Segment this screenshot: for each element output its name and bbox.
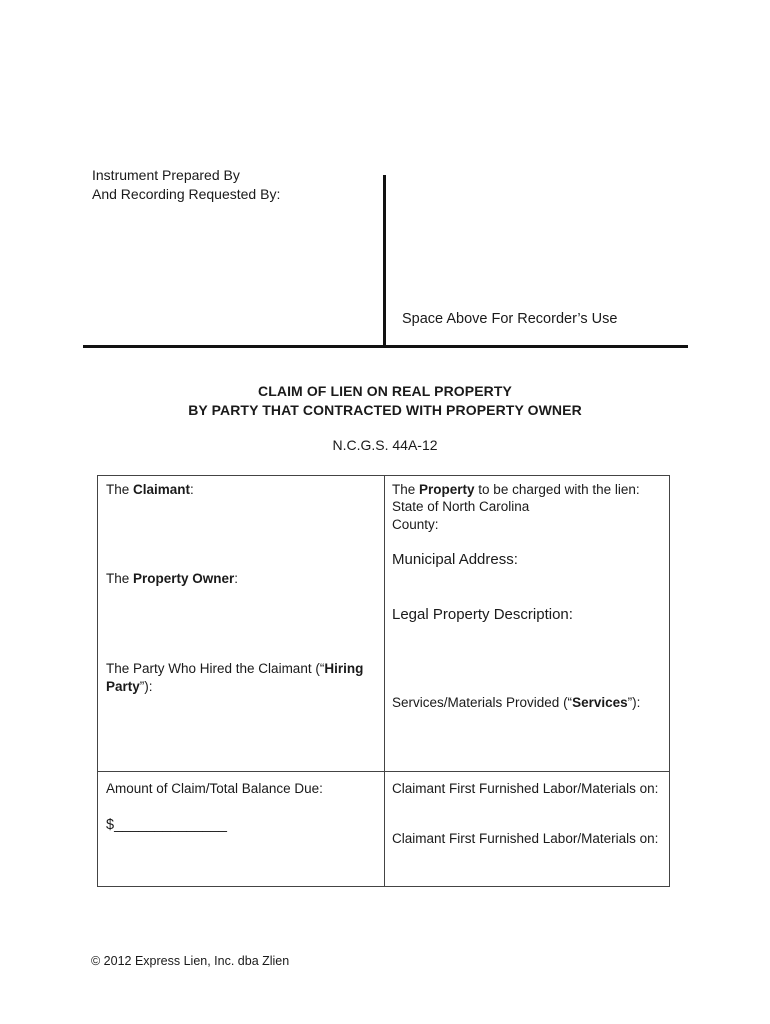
first-furnished-label-2: Claimant First Furnished Labor/Materials on: <box>392 831 659 846</box>
county-label: County: <box>392 517 439 532</box>
document-title-line1: CLAIM OF LIEN ON REAL PROPERTY <box>258 383 512 399</box>
table-column-divider <box>384 475 385 887</box>
table-row-divider <box>97 771 670 772</box>
legal-description-label: Legal Property Description: <box>392 606 573 623</box>
statute-reference: N.C.G.S. 44A-12 <box>332 437 438 453</box>
prepared-by-line1: Instrument Prepared By <box>92 167 240 183</box>
property-label: The Property to be charged with the lien: <box>392 482 640 497</box>
copyright-footer: © 2012 Express Lien, Inc. dba Zlien <box>91 954 290 968</box>
state-label: State of North Carolina <box>392 499 530 514</box>
recorder-use-label: Space Above For Recorder’s Use <box>402 311 618 327</box>
recorder-divider-horizontal <box>83 345 688 348</box>
recorder-divider-vertical <box>383 175 386 348</box>
municipal-address-label: Municipal Address: <box>392 551 518 568</box>
amount-blank-field: $______________ <box>106 817 227 833</box>
property-owner-label: The Property Owner: <box>106 571 239 586</box>
amount-of-claim-label: Amount of Claim/Total Balance Due: <box>106 781 323 796</box>
hiring-party-label: The Party Who Hired the Claimant (“Hiring Party”): <box>106 661 364 694</box>
prepared-by-line2: And Recording Requested By: <box>92 186 281 202</box>
document-title-line2: BY PARTY THAT CONTRACTED WITH PROPERTY OWNER <box>188 402 582 418</box>
first-furnished-label-1: Claimant First Furnished Labor/Materials on: <box>392 781 659 796</box>
claimant-label: The Claimant: <box>106 482 194 497</box>
services-label: Services/Materials Provided (“Services”): <box>392 695 641 710</box>
prepared-by-block <box>92 166 280 204</box>
